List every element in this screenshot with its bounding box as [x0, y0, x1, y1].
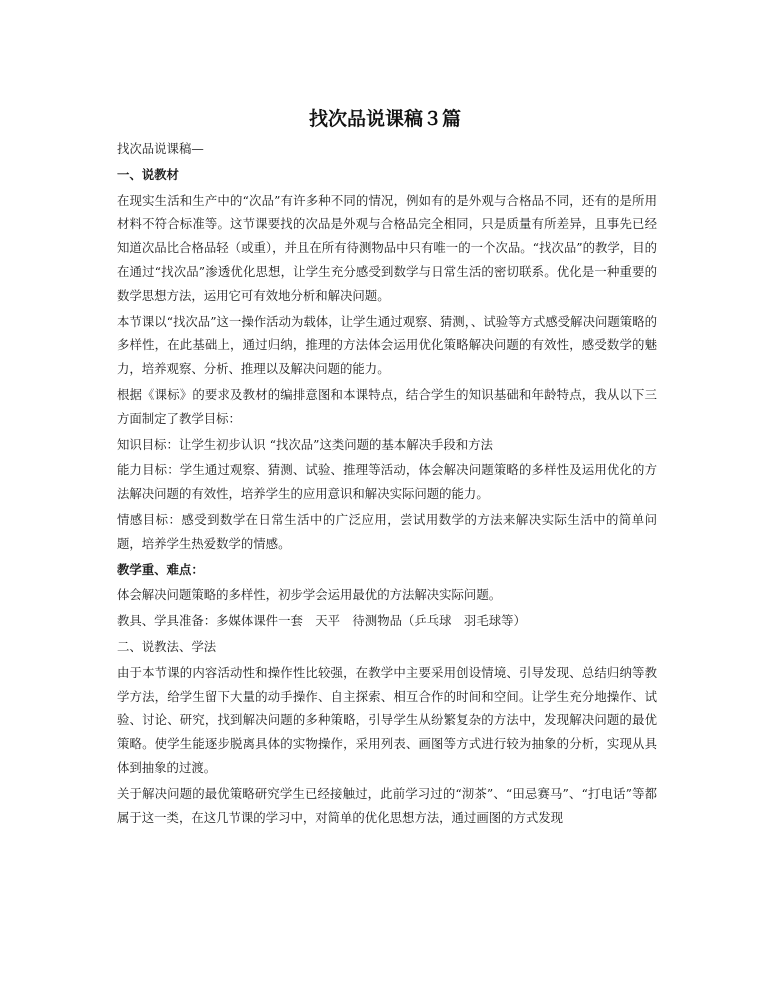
document-body [117, 137, 657, 831]
section-heading-2: 二、说教法、学法 [117, 638, 217, 654]
paragraph-2: 本节课以“找次品”这一操作活动为载体，让学生通过观察、猜测，、试验等方式感受解决问题策略的多样性，在此基础上，通过归纳，推理的方法体会运用优化策略解决问题的有效性，感受数学的魅力，培养观察、分析、推理以及解决问题的能力。 [117, 313, 657, 377]
goal-ability: 能力目标：学生通过观察、猜测、试验、推理等活动，体会解决问题策略的多样性及运用优化的方法解决问题的有效性，培养学生的应用意识和解决实际问题的能力。 [117, 462, 657, 502]
key-points-text: 体会解决问题策略的多样性，初步学会运用最优的方法解决实际问题。 [117, 587, 502, 603]
teaching-tools: 教具、学具准备：多媒体课件一套 天平 待测物品（乒乓球 羽毛球等） [117, 613, 526, 629]
paragraph-4: 由于本节课的内容活动性和操作性比较强，在教学中主要采用创设情境、引导发现、总结归纳等教学方法，给学生留下大量的动手操作、自主探索、相互合作的时间和空间。让学生充分地操作、试验、讨论、研究，找到解决问题的多种策略，引导学生从纷繁复杂的方法中，发现解决问题的最优策略。使学生能逐步脱离具体的实物操作，采用列表、画图等方式进行较为抽象的分析，实现从具体到抽象的过渡。 [117, 664, 657, 775]
paragraph-5: 关于解决问题的最优策略研究学生已经接触过，此前学习过的“沏茶”、“田忌赛马”、“打电话”等都属于这一类，在这几节课的学习中，对简单的优化思想方法，通过画图的方式发现 [117, 785, 657, 825]
paragraph-3: 根据《课标》的要求及教材的编排意图和本课特点，结合学生的知识基础和年龄特点，我从以下三方面制定了教学目标： [117, 386, 657, 426]
goal-knowledge: 知识目标：让学生初步认识 “找次品”这类问题的基本解决手段和方法 [117, 436, 493, 452]
paragraph-1: 在现实生活和生产中的“次品”有许多种不同的情况，例如有的是外观与合格品不同，还有的是所用材料不符合标准等。这节课要找的次品是外观与合格品完全相同，只是质量有所差异，且事先已经知道次品比合格品轻（或重），并且在所有待测物品中只有唯一的一个次品。“找次品”的教学，目的在通过“找次品”渗透优化思想，让学生充分感受到数学与日常生活的密切联系。优化是一种重要的数学思想方法，运用它可有效地分析和解决问题。 [117, 192, 657, 303]
goal-emotion: 情感目标：感受到数学在日常生活中的广泛应用，尝试用数学的方法来解决实际生活中的简单问题，培养学生热爱数学的情感。 [117, 511, 657, 551]
key-points-heading: 教学重、难点： [117, 561, 204, 577]
document-subtitle: 找次品说课稿— [117, 141, 204, 156]
document-title: 找次品说课稿３篇 [308, 108, 461, 130]
section-heading-1: 一、说教材 [117, 166, 179, 182]
